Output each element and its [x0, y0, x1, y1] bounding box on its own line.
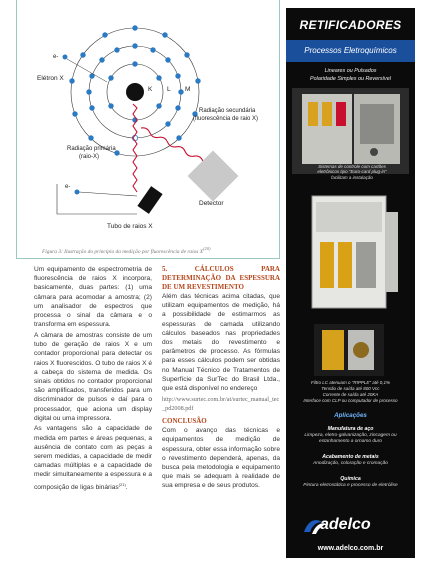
paragraph: Além das técnicas acima citadas, que utilizam equipamentos de medição, há a possibilidade de estimarmos as espessuras de camada utilizando cálculos baseados nas propriedades dos metais do revestimento e parâmetros de processo. As fórmulas para esses cálculos podem ser obtidas no Manual Técnico de Tratamentos de Superfície da SurTec do Brasil Ltda., que está disponível no endereço [162, 293, 280, 393]
ad-subtitle: Processos Eletroquímicos [286, 40, 415, 62]
label-electron-x: Elétron X [37, 75, 64, 82]
tube-electron-path [79, 192, 137, 196]
chemistry-text: Pintura eletrostática e processo de eletrólise [303, 483, 398, 488]
tube-electron [75, 190, 80, 195]
chemistry-title: Química [340, 476, 361, 482]
atom [69, 25, 200, 156]
ad-line-1: Lineares ou Pulsados [324, 68, 377, 74]
label-m: M [185, 86, 191, 93]
ad-website[interactable]: www.adelco.com.br [317, 545, 384, 552]
adelco-advertisement [286, 8, 415, 558]
label-tube: Tubo de raios X [107, 223, 153, 230]
metals-text: Anodização, coloração e cromação [313, 461, 388, 466]
applications-heading: Aplicações [334, 412, 367, 419]
spec-4: Interface com CLP ou computador de processo [303, 398, 398, 403]
label-e-top: e- [53, 54, 59, 60]
xray-fluorescence-diagram [17, 0, 279, 258]
metals-title: Acabamento de metais [322, 454, 379, 460]
ad-line-2: Polaridade Simples ou Reversível [310, 76, 391, 82]
conclusion-paragraph: Com o avanço das técnicas e equipamentos de medição de espessura, obter essa informação sobre o revestimento dependerá, apenas, da busca pela metodologia e equipamento que mais se adequam à realidade de sua empresa e de seus produtos. [162, 427, 280, 490]
paragraph: A câmara de amostras consiste de um tubo de geração de raios X e um contador proporcional para detectar os raios X fluorescidos. O tubo de raios X é a cabeça do sistema de medida. Os sinais obtidos no contador proporcional são amplificados, transferidos para um discriminador de pulsos e daí para o processador, que aciona um display digital ou uma impressora. [34, 331, 153, 422]
control-note: Sistemas de controle com cartões eletrônicos tipo "Euro-card plug-in" facilitam a instalação [317, 164, 387, 180]
rectifier-cabinet-photo [294, 192, 407, 312]
label-e-bottom: e- [65, 184, 71, 190]
steel-title: Manufatura de aço [327, 426, 374, 432]
paragraph: Um equipamento de espectrometria de fluorescência de raios X incorpora, basicamente, duas partes: (1) uma câmara para acomodar a amostra; (2) um analisador de espectros que processa o sinal da câmara e o transforma em espessura. [34, 266, 152, 329]
conclusion-heading: CONCLUSÃO [162, 417, 207, 426]
filter-component-photo [314, 324, 384, 376]
spec-3: Corrente de saída até 20KA [322, 392, 379, 397]
label-primary-radiation: Radiação primária (raio-X) [67, 146, 116, 160]
steel-text: Limpeza, eletro-galvanização, zincagem ou estanhamento a ornamo duro [304, 433, 397, 444]
section-heading: 5. CÁLCULOS PARA DETERMINAÇÃO DA ESPESSURA DE UM REVESTIMENTO [162, 265, 280, 291]
label-l: L [167, 86, 171, 93]
detector-shape [188, 151, 239, 202]
spec-1: Filtro LC atenuam o "RIPPLE" até 0,1% [311, 380, 390, 385]
label-secondary-radiation: Radiação secundária (fluorescência de raio X) [193, 108, 259, 122]
manual-link[interactable]: http://www.surtec.com.br/at/surtec_manual_tec_pd2008.pdf [162, 395, 280, 412]
brand-name: adelco [320, 516, 371, 533]
left-column [34, 265, 152, 494]
control-panel-photo [292, 88, 409, 174]
figure-caption: Figura 3: Ilustração do princípio da medição por fluorescência de raios $X^{(20)}$ [42, 246, 211, 255]
ad-title: RETIFICADORES [299, 18, 402, 32]
xray-tube [137, 186, 162, 214]
primary-radiation-wave [133, 104, 137, 192]
label-detector: Detector [199, 200, 224, 207]
paragraph: As vantagens são a capacidade de medida em partes e áreas pequenas, a ausência de contato com as peças a serem medidas, a capacidade de medir camadas múltiplas e a capacidade de medir simultaneamente a espessura e a composição de ligas binárias$^{(21)}$. [34, 425, 152, 491]
right-column [162, 265, 280, 492]
label-k: K [148, 86, 153, 93]
ejected-electron [63, 55, 68, 60]
figure-frame [16, 0, 280, 259]
spec-2: Tensão de saída até 800 Vcc [321, 386, 380, 391]
nucleus [126, 83, 144, 101]
